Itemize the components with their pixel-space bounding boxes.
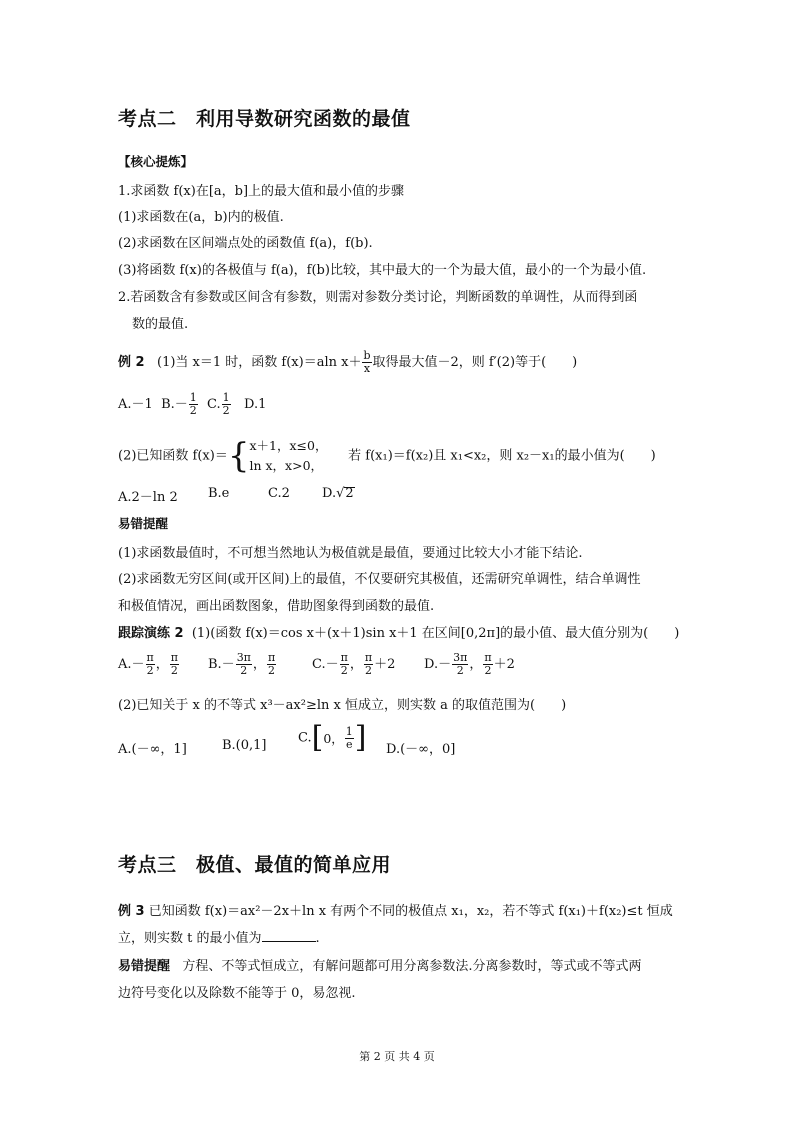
example2-q1-pre: (1)当 x＝1 时，函数 f(x)＝aln x＋ [157,355,362,370]
option-a: A.－1 [118,397,153,412]
core-line-5b: 数的最值. [132,317,189,332]
section3-pitfall-line-1: 易错提醒 方程、不等式恒成立，有解问题都可用分离参数法.分离参数时，等式或不等式两 [118,959,642,974]
core-line-1: 1.求函数 f(x)在[a，b]上的最大值和最小值的步骤 [118,184,405,199]
example2-q1 [118,350,577,375]
page-footer: 第 2 页 共 4 页 [359,1050,435,1063]
section-title-2: 考点二 利用导数研究函数的最值 [118,108,411,130]
practice2-q1: 跟踪演练 2 (1)(函数 f(x)＝cos x＋(x＋1)sin x＋1 在区间[0,2π]的最小值、最大值分别为( ) [118,626,680,641]
practice2-q2-option-c: C.[0， $\frac{1}{e}$ ] [298,720,367,755]
section-title-3: 考点三 极值、最值的简单应用 [118,854,392,876]
option-c: C. $\frac{1}{2}$ [207,391,230,417]
pitfall-line-1: (1)求函数最值时，不可想当然地认为极值就是最值，要通过比较大小才能下结论. [118,546,583,561]
core-label: 【核心提炼】 [118,154,194,169]
option-c: C.2 [268,486,290,501]
practice2-q2: (2)已知关于 x 的不等式 x³－ax²≥ln x 恒成立，则实数 a 的取值范围为( ) [118,698,567,713]
pitfall-label: 易错提醒 [118,516,169,531]
piecewise-function: { x＋1，x≤0， ln x，x>0， [227,436,328,476]
core-line-2: (1)求函数在(a，b)内的极值. [118,210,284,225]
example2-label: 例 2 [118,355,145,370]
example2-q2-post: 若 f(x₁)＝f(x₂)且 x₁<x₂，则 x₂－x₁的最小值为( ) [348,448,656,464]
fraction-b-over-x: $\frac{b}{x}$ [363,349,371,375]
example2-q2 [118,436,656,476]
example3-line-1: 例 3 已知函数 f(x)＝ax²－2x＋ln x 有两个不同的极值点 x₁，x₂，若不等式 f(x₁)＋f(x₂)≤t 恒成 [118,904,673,919]
practice2-q2-option-a: A.(－∞，1] [118,742,187,757]
core-line-4: (3)将函数 f(x)的各极值与 f(a)，f(b)比较，其中最大的一个为最大值，最小的一个为最小值. [118,263,647,278]
practice2-option-a: A.－ $\frac{\pi}{2}$ ， $\frac{\pi}{2}$ [118,651,179,677]
example2-q2-options [118,486,178,505]
option-d: D.√2 [322,486,354,501]
example3-line-2: 立，则实数 t 的最小值为 . [118,931,320,946]
practice2-option-b: B.－ $\frac{3\pi}{2}$ ， $\frac{\pi}{2}$ [208,651,276,677]
practice2-option-c: C.－ $\frac{\pi}{2}$ ， $\frac{\pi}{2}$ ＋2 [312,651,396,677]
option-b: B.－ $\frac{1}{2}$ [161,391,197,417]
core-line-3: (2)求函数在区间端点处的函数值 f(a)，f(b). [118,236,373,251]
example2-q2-pre: (2)已知函数 f(x)＝ [118,448,228,464]
example2-q1-options [118,392,266,417]
section3-pitfall-label: 易错提醒 [118,959,171,974]
option-d: D.1 [244,397,267,412]
pitfall-line-2a: (2)求函数无穷区间(或开区间)上的最值，不仅要研究其极值，还需研究单调性，结合单调性 [118,572,641,587]
section3-pitfall-line-2: 边符号变化以及除数不能等于 0，易忽视. [118,986,356,1001]
core-line-5a: 2.若函数含有参数或区间含有参数，则需对参数分类讨论，判断函数的单调性，从而得到函 [118,290,638,305]
answer-blank[interactable] [262,929,316,942]
practice2-q2-option-b: B.(0,1] [222,738,267,753]
practice2-q2-option-d: D.(－∞，0] [386,742,456,757]
option-b: B.e [208,486,230,501]
example2-q1-post: 取得最大值－2，则 f′(2)等于( ) [372,355,578,370]
example3-label: 例 3 [118,904,145,919]
option-a: A.2－ln 2 [118,490,178,505]
practice2-label: 跟踪演练 2 [118,626,184,641]
pitfall-line-2b: 和极值情况，画出函数图象，借助图象得到函数的最值. [118,599,435,614]
practice2-option-d: D.－ $\frac{3\pi}{2}$ ， $\frac{\pi}{2}$ ＋2 [424,651,515,677]
